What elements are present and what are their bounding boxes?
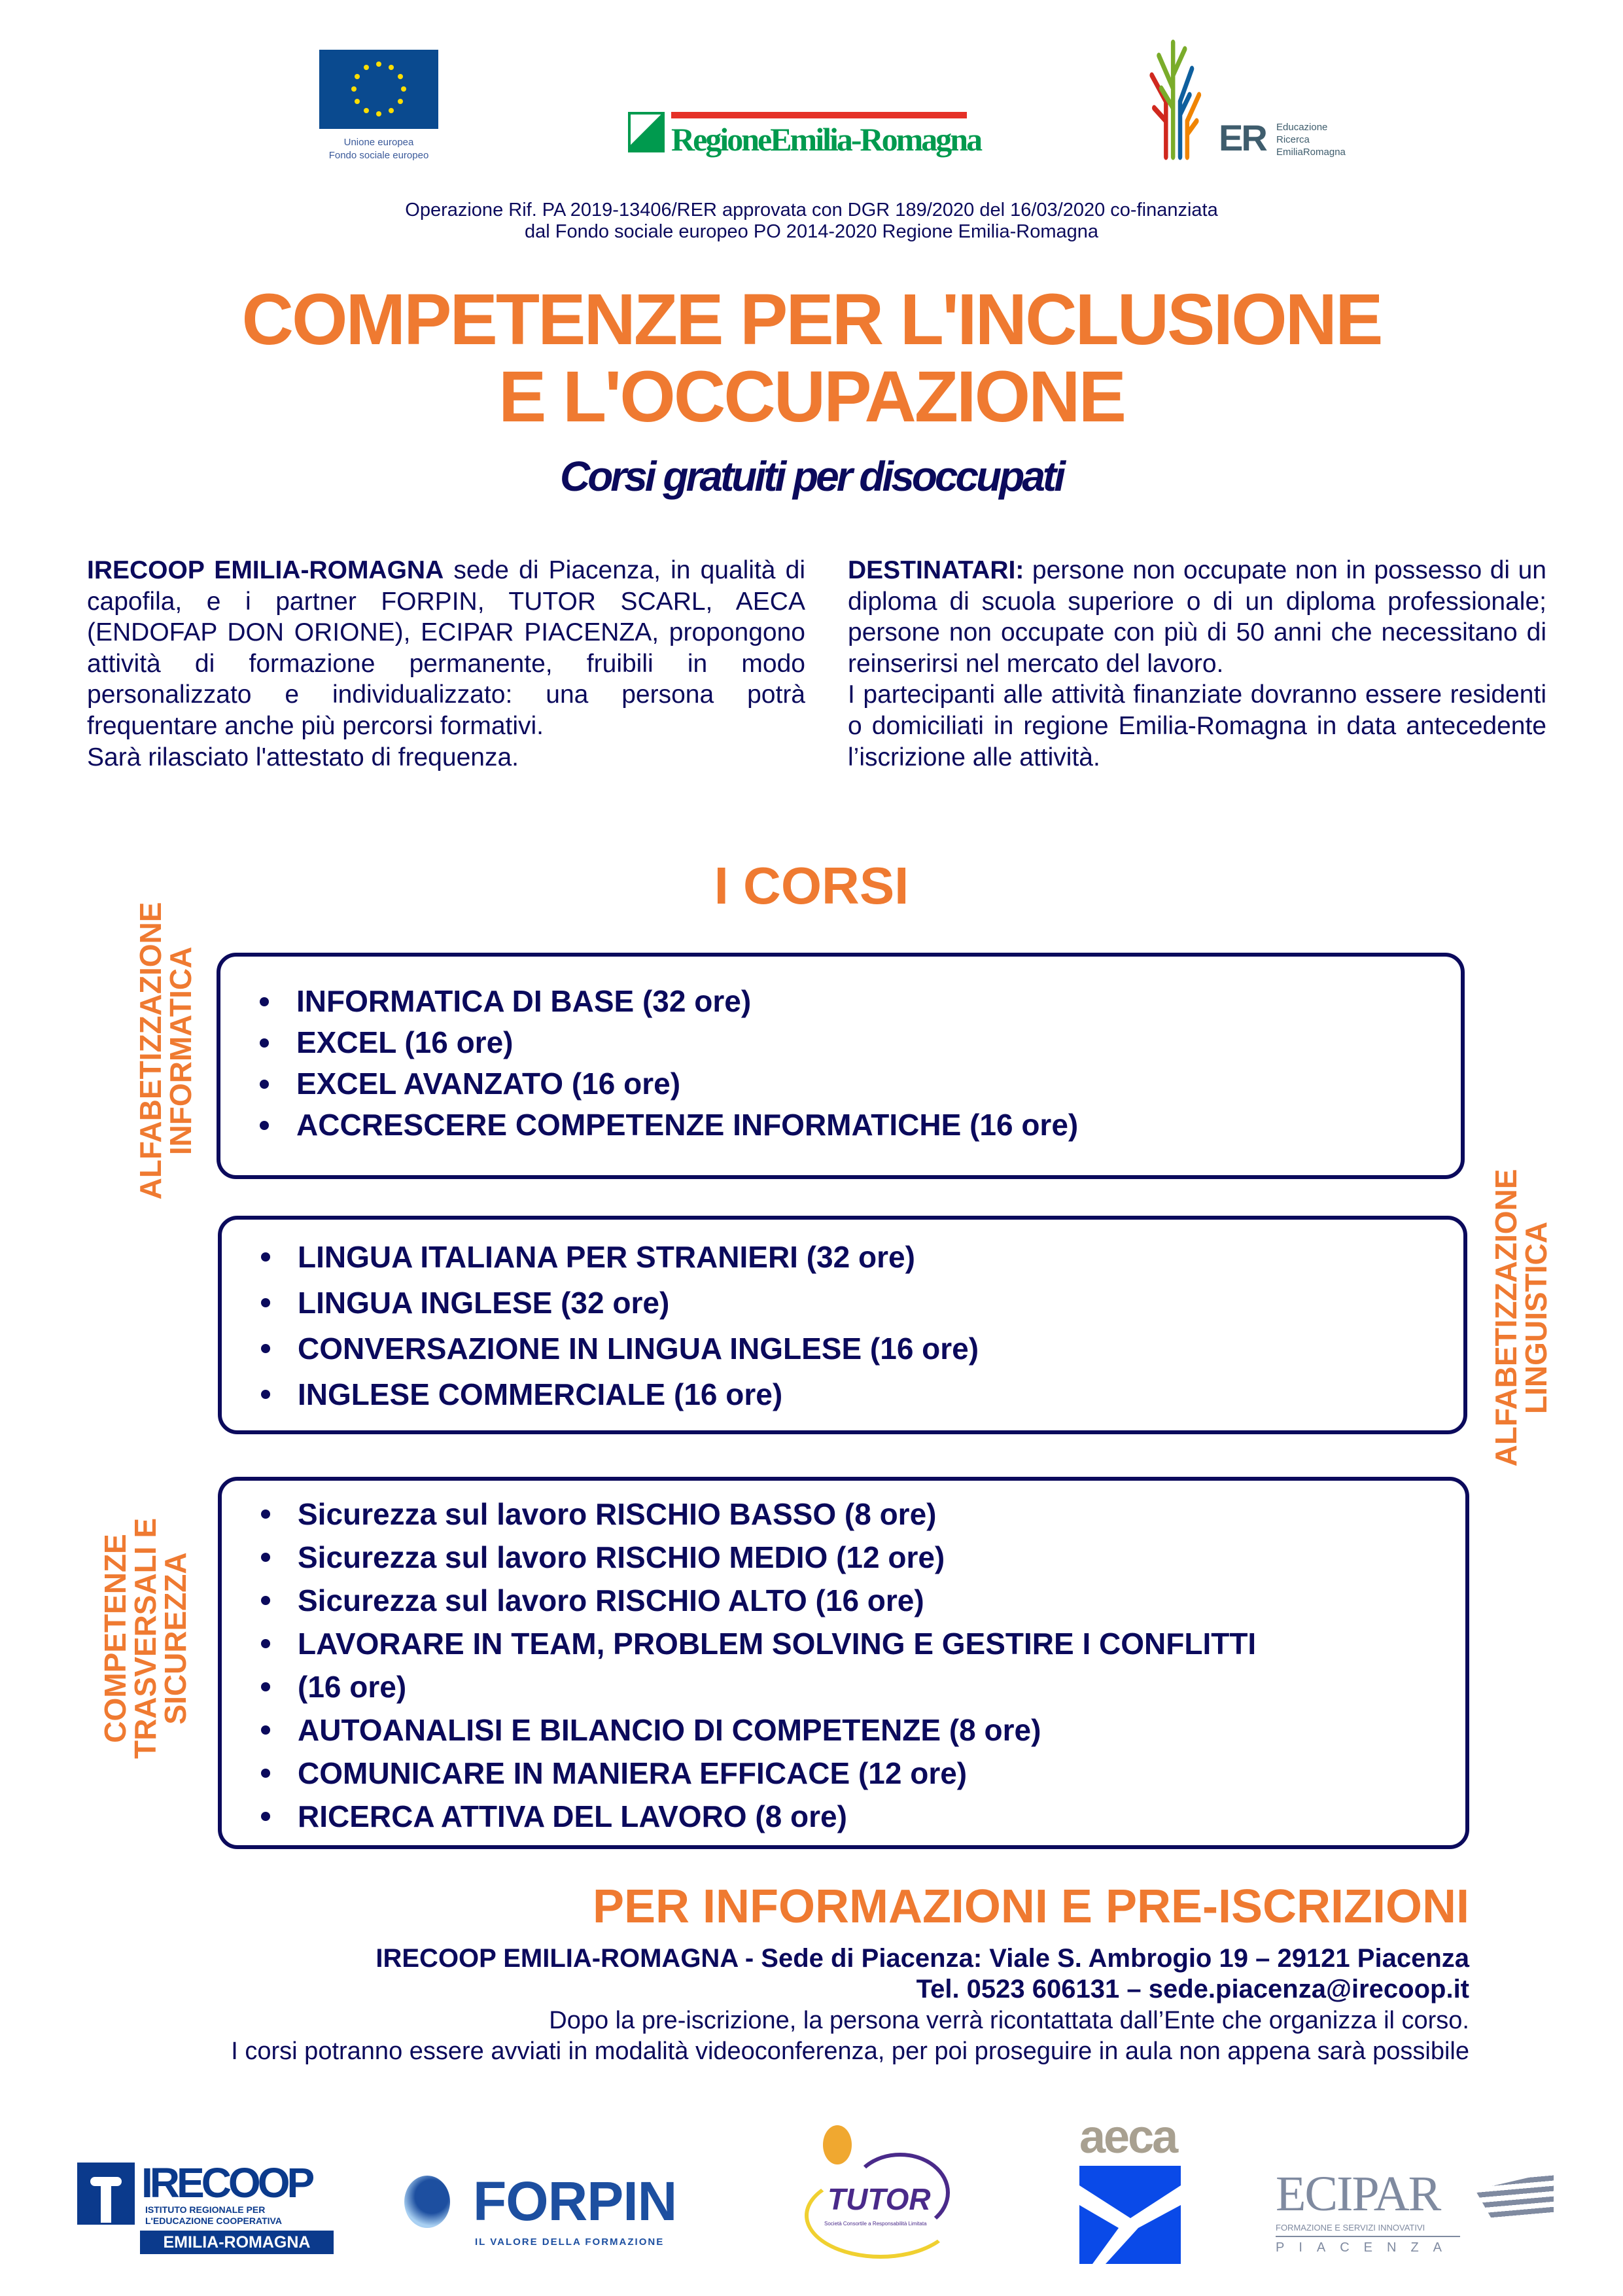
- label-line: ALFABETIZZAZIONE: [1489, 1169, 1523, 1467]
- label-alfabetizzazione-linguistica: [1491, 1169, 1551, 1467]
- tutor-logo: [798, 2120, 981, 2251]
- page-title: [0, 281, 1623, 436]
- ecipar-sub: FORMAZIONE E SERVIZI INNOVATIVI: [1276, 2223, 1425, 2233]
- er-logo-line1: Educazione: [1276, 122, 1328, 133]
- course-item: Sicurezza sul lavoro RISCHIO ALTO (16 ore): [261, 1579, 1256, 1622]
- tutor-sub: Società Consortile a Responsabilità Limitata: [824, 2221, 927, 2227]
- regione-logo-text: RegioneEmilia-Romagna: [671, 121, 981, 158]
- label-line: INFORMATICA: [164, 946, 198, 1156]
- course-box-linguistica: [218, 1216, 1467, 1434]
- operazione-line1: Operazione Rif. PA 2019-13406/RER approvata con DGR 189/2020 del 16/03/2020 co-finanziata: [405, 200, 1218, 221]
- course-item: LAVORARE IN TEAM, PROBLEM SOLVING E GESTIRE I CONFLITTI: [261, 1622, 1256, 1665]
- title-line2: E L'OCCUPAZIONE: [498, 357, 1125, 437]
- course-item: ACCRESCERE COMPETENZE INFORMATICHE (16 ore): [260, 1104, 1078, 1146]
- contact-info: [96, 1943, 1469, 2067]
- eu-logo-line1: Unione europea: [343, 137, 414, 148]
- intro-left-bold: IRECOOP EMILIA-ROMAGNA: [87, 556, 444, 584]
- ecipar-wings-icon: [1475, 2172, 1554, 2217]
- label-line: ALFABETIZZAZIONE: [133, 902, 167, 1200]
- ecipar-city: PIACENZA: [1276, 2240, 1457, 2255]
- course-item: LINGUA ITALIANA PER STRANIERI (32 ore): [261, 1234, 979, 1280]
- label-alfabetizzazione-informatica: [135, 902, 196, 1200]
- forpin-circle-icon: [404, 2176, 450, 2228]
- intro-right-text2: I partecipanti alle attività finanziate dovranno essere residenti o domiciliati in regione Emilia-Romagna in data antecedente l’iscrizione alle attività.: [848, 680, 1546, 771]
- er-logo: [1138, 29, 1360, 160]
- aeca-mark-icon: [1079, 2166, 1181, 2264]
- forpin-name: FORPIN: [473, 2170, 677, 2232]
- note-videoconference: I corsi potranno essere avviati in modalità videoconferenza, per poi proseguire in aula non appena sarà possibile: [231, 2037, 1469, 2065]
- tree-icon: [1138, 29, 1223, 160]
- page-subtitle: Corsi gratuiti per disoccupati: [559, 453, 1064, 500]
- ecipar-logo: [1276, 2166, 1557, 2261]
- aeca-logo: [1079, 2113, 1181, 2264]
- course-item: AUTOANALISI E BILANCIO DI COMPETENZE (8 ore): [261, 1708, 1256, 1752]
- course-item: EXCEL (16 ore): [260, 1022, 1078, 1063]
- course-list: [261, 1492, 1256, 1838]
- intro-right: [848, 555, 1546, 773]
- intro-right-text: persone non occupate non in possesso di un diploma di scuola superiore o di un diploma professionale; persone non occupate con più di 50 anni che necessitano di reinserirsi nel mercato del lavoro.: [848, 556, 1546, 678]
- eu-logo-line2: Fondo sociale europeo: [328, 150, 429, 161]
- course-item: CONVERSAZIONE IN LINGUA INGLESE (16 ore): [261, 1326, 979, 1371]
- phone-email[interactable]: Tel. 0523 606131 – sede.piacenza@irecoop.it: [916, 1975, 1469, 2004]
- aeca-name: aeca: [1079, 2111, 1177, 2163]
- course-item: (16 ore): [261, 1665, 1256, 1708]
- intro-left-text2: Sarà rilasciato l'attestato di frequenza.: [87, 743, 519, 771]
- operazione-line2: dal Fondo sociale europeo PO 2014-2020 Regione Emilia-Romagna: [525, 221, 1098, 242]
- course-item: RICERCA ATTIVA DEL LAVORO (8 ore): [261, 1795, 1256, 1838]
- label-line: COMPETENZE: [98, 1534, 132, 1743]
- label-line: SICUREZZA: [158, 1552, 192, 1725]
- courses-heading: I CORSI: [714, 857, 909, 915]
- tutor-name: TUTOR: [828, 2182, 931, 2216]
- info-heading: PER INFORMAZIONI E PRE-ISCRIZIONI: [592, 1881, 1469, 1933]
- forpin-logo: [404, 2172, 705, 2251]
- course-item: Sicurezza sul lavoro RISCHIO BASSO (8 ore): [261, 1492, 1256, 1536]
- label-line: LINGUISTICA: [1519, 1222, 1553, 1414]
- course-box-trasversali: [218, 1477, 1469, 1849]
- irecoop-figure-icon: [77, 2163, 135, 2225]
- tutor-swirl-icon: [823, 2125, 852, 2164]
- irecoop-sub2: L'EDUCAZIONE COOPERATIVA: [145, 2216, 282, 2226]
- er-logo-line2: Ricerca: [1276, 134, 1310, 145]
- label-line: TRASVERSALI E: [128, 1517, 162, 1759]
- eu-logo: [319, 50, 438, 162]
- irecoop-logo: [77, 2159, 334, 2274]
- course-item: LINGUA INGLESE (32 ore): [261, 1280, 979, 1326]
- intro-left: [87, 555, 805, 773]
- intro-left-text: sede di Piacenza, in qualità di capofila, e i partner FORPIN, TUTOR SCARL, AECA (ENDOFAP DON ORIONE), ECIPAR PIACENZA, propongono attività di formazione permanente, fruibili in modo personalizzato e individualizzato: una persona potrà frequentare anche più percorsi formativi.: [87, 556, 805, 740]
- label-competenze-trasversali: [100, 1518, 190, 1759]
- irecoop-region: EMILIA-ROMAGNA: [140, 2231, 334, 2254]
- forpin-tagline: IL VALORE DELLA FORMAZIONE: [475, 2236, 665, 2248]
- note-recontact: Dopo la pre-iscrizione, la persona verrà ricontattata dall’Ente che organizza il corso.: [549, 2006, 1469, 2034]
- operazione-reference: [0, 200, 1623, 243]
- er-logo-mark: ER: [1219, 117, 1266, 158]
- er-logo-line3: EmiliaRomagna: [1276, 147, 1346, 158]
- address: IRECOOP EMILIA-ROMAGNA - Sede di Piacenza: Viale S. Ambrogio 19 – 29121 Piacenza: [375, 1944, 1469, 1973]
- course-item: INFORMATICA DI BASE (32 ore): [260, 981, 1078, 1022]
- irecoop-name: IRECOOP: [141, 2159, 312, 2206]
- irecoop-sub1: ISTITUTO REGIONALE PER: [145, 2204, 266, 2215]
- course-item: Sicurezza sul lavoro RISCHIO MEDIO (12 ore): [261, 1536, 1256, 1579]
- course-item: EXCEL AVANZATO (16 ore): [260, 1063, 1078, 1104]
- ecipar-name: ECIPAR: [1276, 2166, 1440, 2221]
- regione-logo: [628, 112, 981, 161]
- course-list: [261, 1234, 979, 1417]
- title-line1: COMPETENZE PER L'INCLUSIONE: [241, 279, 1382, 360]
- course-box-informatica: [217, 953, 1465, 1179]
- course-item: COMUNICARE IN MANIERA EFFICACE (12 ore): [261, 1752, 1256, 1795]
- intro-right-bold: DESTINATARI:: [848, 556, 1024, 584]
- eu-flag-icon: [319, 50, 438, 129]
- course-item: INGLESE COMMERCIALE (16 ore): [261, 1371, 979, 1417]
- course-list: [260, 981, 1078, 1146]
